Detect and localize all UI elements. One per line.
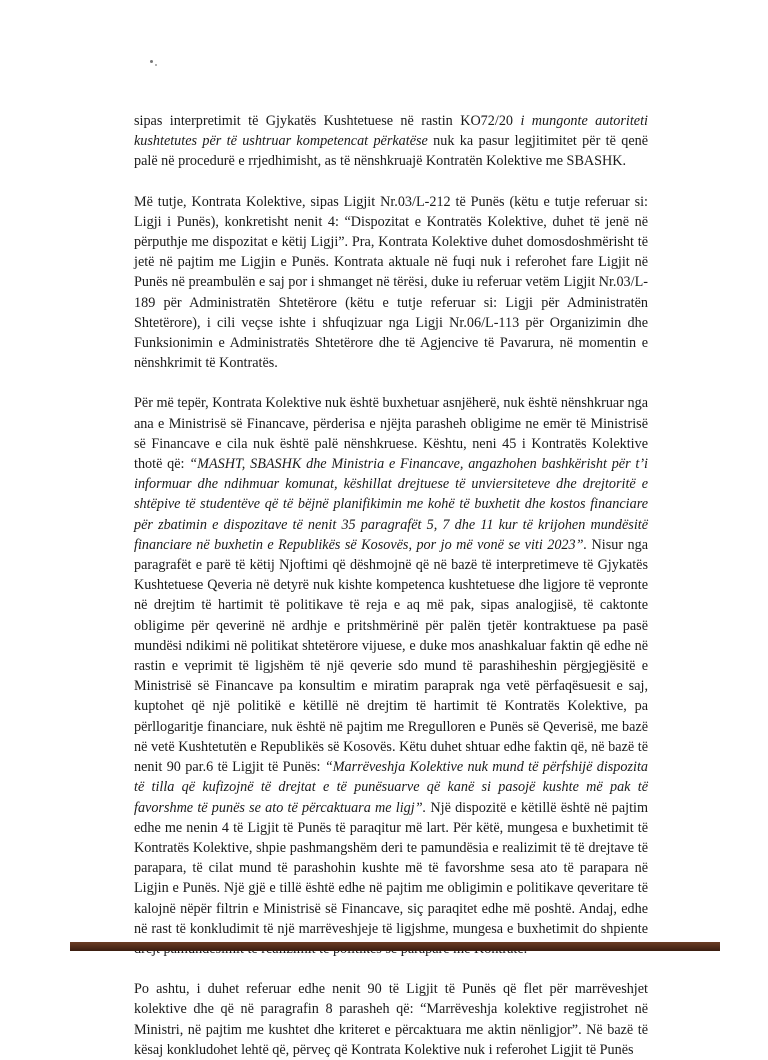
paragraph-p2 [134,192,648,374]
paragraph-p4 [134,979,648,1060]
text-segment: Po ashtu, i duhet referuar edhe nenit 90 të Ligjit të Punës që flet për marrëveshjet kolektive dhe që në paragrafin 8 parasheh që: “Marrëveshja kolektive regjistrohet në Ministri, në pajtim me kushtet dhe kriteret e përcaktuara me aktin nënligjor”. Në bazë të kësaj konkludohet lehtë që, përveç që Kontrata Kolektive nuk i referohet Ligjit të Punës [134,981,648,1058]
scan-speck [150,60,153,63]
text-segment: Më tutje, Kontrata Kolektive, sipas Ligjit Nr.03/L-212 të Punës (këtu e tutje referuar si: Ligji i Punës), konkretisht nenit 4: “Dispozitat e Kontratës Kolektive, duhet të jenë në përputhje me dispozitat e këtij Ligji”. Pra, Kontrata Kolektive duhet domosdoshmërisht të jetë në pajtim me Ligjin e Punës. Kontrata aktuale në fuqi nuk i referohet fare Ligjit në Punës në preambulën e saj por i shmanget në tërësi, duke iu referuar vetëm Ligjit Nr.03/L-189 për Administratën Shtetërore (këtu e tutje referuar si: Ligji për Administratën Shtetërore), i cili veçse ishte i shfuqizuar nga Ligji Nr.06/L-113 për Organizimin dhe Funksionimin e Administratës Shtetërore dhe të Agjencive të Pavarura, në momentin e nënshkrimit të Kontratës. [134,193,648,372]
paragraph-p3 [134,393,648,959]
italic-quote: “MASHT, SBASHK dhe Ministria e Financave, angazhohen bashkërisht për t’i informuar dhe ndihmuar komunat, këshillat drejtuese të unviersiteteve dhe drejtoritë e shtëpive të studentëve që të bëjnë planifikimin me kohë të buxhetit dhe kostos financiare për zbatimin e dispozitave të nenit 35 paragrafët 5, 7 dhe 11 kur të krijohen mundësitë financiare në buxhetin e Republikës së Kosovës, por jo më vonë se viti 2023”. [134,456,649,553]
text-segment: nuk ka pasur legjitimitet për të qenë palë në procedurë e rrjedhimisht, as të nënshkruajë Kontratën Kolektive me SBASHK. [134,133,649,170]
italic-quote: “Marrëveshja Kolektive nuk mund të përfshijë dispozita të tilla që kufizojnë të drejtat e të punësuarve që kanë si pasojë kushte më pak të favorshme të punës se ato të përcaktuara me ligj”. [134,759,648,816]
italic-quote: i mungonte autoriteti kushtetutes për të ushtruar kompetencat përkatëse [134,113,648,150]
text-segment: sipas interpretimit të Gjykatës Kushtetuese në rastin KO72/20 [134,113,521,129]
paragraph-p1 [134,111,648,172]
document-body [134,111,648,1060]
text-segment: Nisur nga paragrafët e parë të këtij Njoftimi që dëshmojnë që në bazë të interpretimeve të Gjykatës Kushtetuese Qeveria në detyrë nuk kishte kompetenca kushtetuese dhe ligjore të vepronte në drejtim të hartimit të politikave të reja e aq më pak, sipas analogjisë, të caktonte obligime për qeverinë në ardhje e pritshmërinë për palën tjetër kontraktuese pa pasë mundësi ndikimi në politikat shtetërore vijuese, e duke mos anashkaluar faktin që edhe në rastin e veprimit të ligjshëm të një qeverie sdo mund të parashiheshin përgjegjësitë e Ministrisë së Financave pa konsultim e miratim paraprak nga vetë përfaqësuesit e saj, kuptohet që një politikë e këtillë në drejtim të hartimit të Kontratës Kolektive, pa përllogaritje financiare, nuk është në pajtim me Rregulloren e Punës së Qeverisë, me bazë në vetë Kushtetutën e Republikës së Kosovës. Këtu duhet shtuar edhe faktin që, në bazë të nenit 90 par.6 të Ligjit të Punës: [134,536,648,776]
text-segment: Një dispozitë e këtillë është në pajtim edhe me nenin 4 të Ligjit të Punës të paraqitur më lart. Për këtë, mungesa e buxhetimit të Kontratës Kolektive, shpie pashmangshëm deri te pamundësia e realizimit të të drejtave të parapara, të cilat mund të parashohin kushte më të favorshme sesa ato të parapara në Ligjin e Punës. Një gjë e tillë është edhe në pajtim me obligimin e politikave qeveritare të kalojnë nëpër filtrin e Ministrisë së Financave, siç paraqitet edhe më poshtë. Andaj, edhe në rast të konkludimit të një marrëveshjeje të ligjshme, mungesa e buxhetimit do shpiente [134,799,648,937]
text-segment: Për më tepër, Kontrata Kolektive nuk është buxhetuar asnjëherë, nuk është nënshkruar nga ana e Ministrisë së Financave, përderisa e njëjta parasheh obligime ne emër të Ministrisë së Financave e cila nuk është palë nënshkruese. Kështu, neni 45 i Kontratës Kolektive thotë që: [134,395,648,473]
scan-bottom-edge [70,942,720,951]
scan-speck [155,64,157,66]
